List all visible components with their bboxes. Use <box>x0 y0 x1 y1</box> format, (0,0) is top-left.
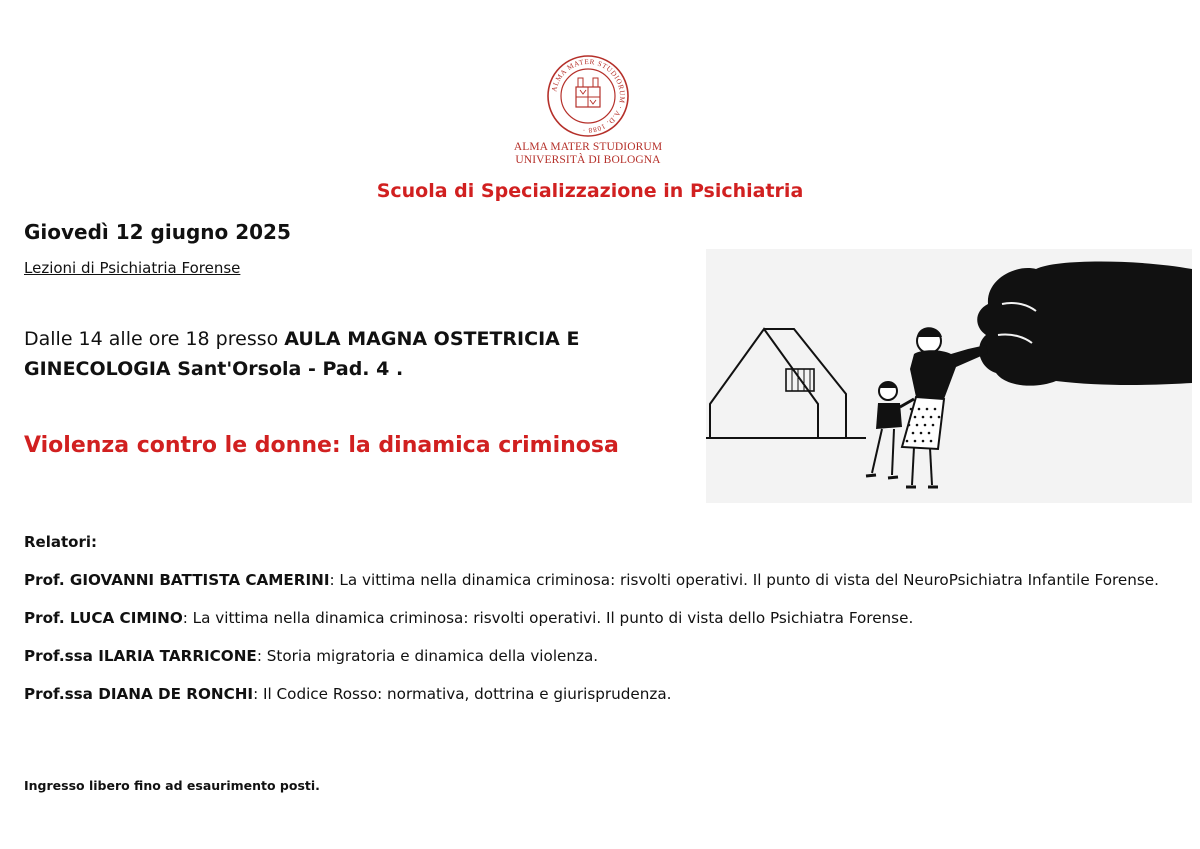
event-venue <box>24 324 664 384</box>
university-name-line2: UNIVERSITÀ DI BOLOGNA <box>515 154 661 166</box>
entry-note: Ingresso libero fino ad esaurimento posti. <box>24 778 320 793</box>
university-seal-icon <box>546 54 630 138</box>
speaker-talk: : Il Codice Rosso: normativa, dottrina e giurisprudenza. <box>253 685 672 703</box>
event-location: AULA MAGNA OSTETRICIA E GINECOLOGIA Sant'Orsola - Pad. 4 . <box>24 328 580 380</box>
list-item <box>24 680 1174 708</box>
university-name-line1: ALMA MATER STUDIORUM <box>513 141 663 153</box>
speaker-talk: : Storia migratoria e dinamica della violenza. <box>256 647 599 665</box>
speaker-name: Prof.ssa DIANA DE RONCHI <box>24 685 254 703</box>
event-time: Dalle 14 alle ore 18 presso <box>24 328 285 350</box>
speaker-name: Prof.ssa ILARIA TARRICONE <box>24 647 257 665</box>
event-series: Lezioni di Psichiatria Forense <box>24 259 241 277</box>
school-title: Scuola di Specializzazione in Psichiatria <box>376 180 804 202</box>
event-date: Giovedì 12 giugno 2025 <box>24 220 291 244</box>
speaker-name: Prof. GIOVANNI BATTISTA CAMERINI <box>24 571 330 589</box>
event-topic: Violenza contro le donne: la dinamica criminosa <box>24 433 619 458</box>
list-item <box>24 642 1174 670</box>
list-item <box>24 566 1174 594</box>
speaker-name: Prof. LUCA CIMINO <box>24 609 183 627</box>
speaker-talk: : La vittima nella dinamica criminosa: risvolti operativi. Il punto di vista del NeuroPsichiatra Infantile Forense. <box>329 571 1159 589</box>
fist-threatening-woman-and-child-icon <box>706 249 1192 503</box>
speaker-talk: : La vittima nella dinamica criminosa: risvolti operativi. Il punto di vista dello Psichiatra Forense. <box>182 609 914 627</box>
list-item <box>24 604 1174 632</box>
svg-text:ALMA MATER STUDIORUM · A.D. 10: ALMA MATER STUDIORUM · A.D. 1088 · <box>550 57 627 135</box>
university-name <box>488 141 688 167</box>
speakers-list <box>24 566 1174 718</box>
speakers-heading: Relatori: <box>24 533 98 551</box>
